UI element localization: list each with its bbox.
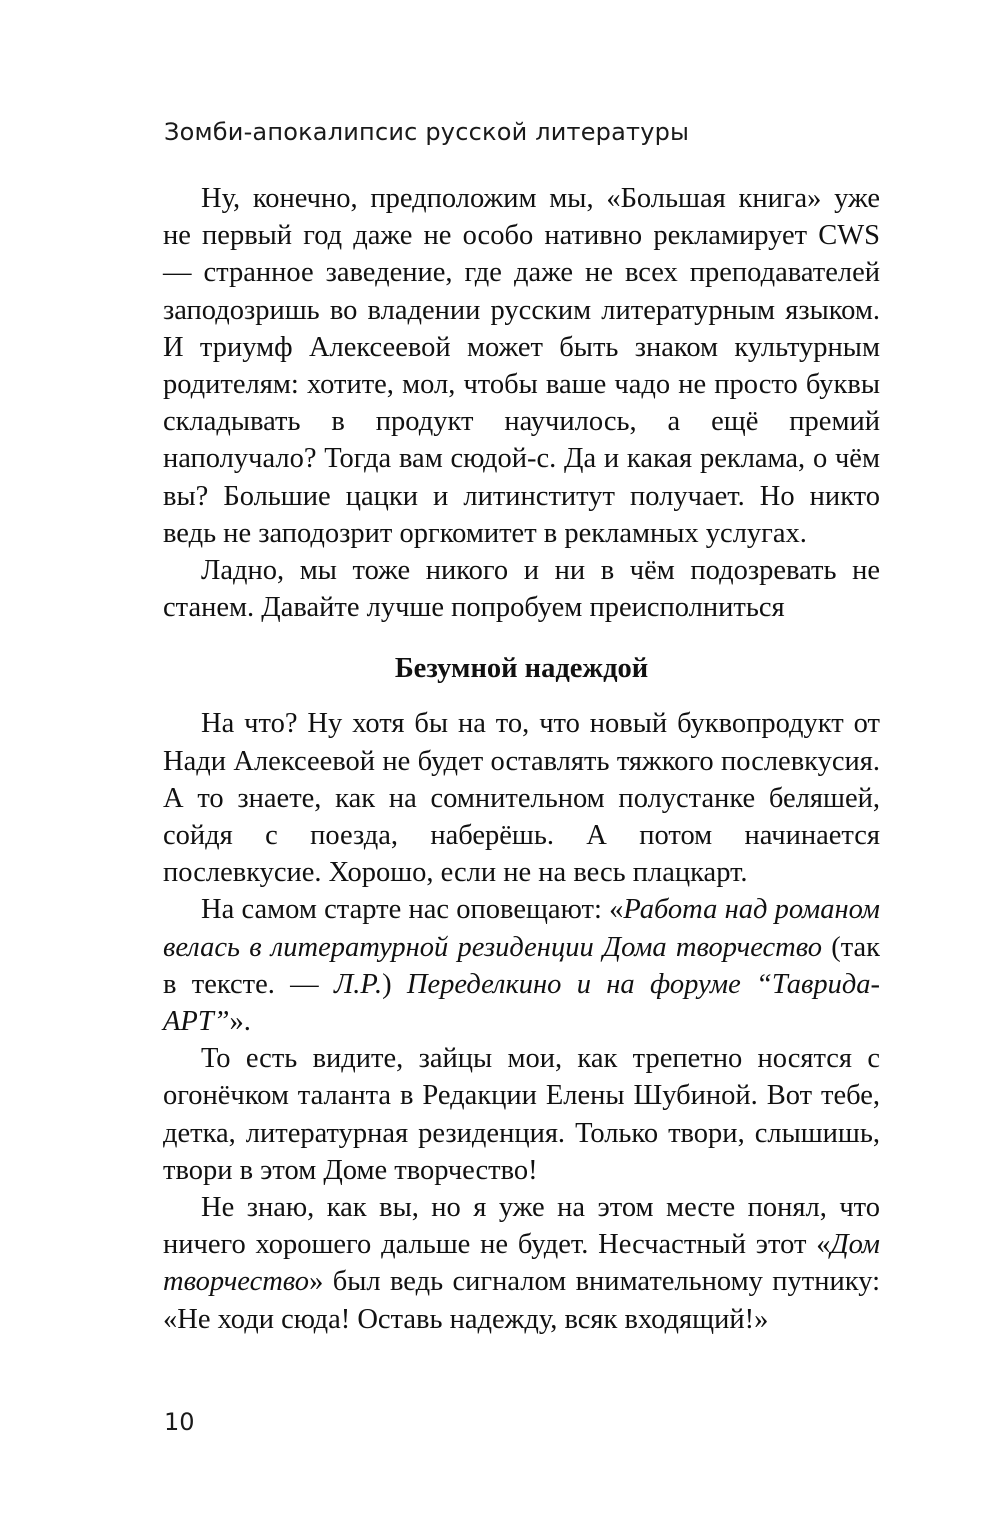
p4-lead: На самом старте нас оповещают: « [201,894,624,926]
paragraph-1: Ну, конечно, предположим мы, «Большая книга» уже не первый год даже не особо нативно рекламирует CWS — странное заведение, где даже не всех преподавателей заподозришь во владении русским литературным языком. И триумф Алексеевой может быть знаком культурным родителям: хотите, мол, чтобы ваше чадо не просто буквы складывать в продукт научилось, а ещё премий наполучало? Тогда вам сюдой-с. Да и какая реклама, о чём вы? Большие цацки и литинститут получает. Но никто ведь не заподозрит оргкомитет в рекламных услугах. [163,183,880,549]
paragraph-3: На что? Ну хотя бы на то, что новый буквопродукт от Нади Алексеевой не будет оставлять тяжкого послевкусия. А то знаете, как на сомнительном полустанке беляшей, сойдя с поезда, наберёшь. А потом начинается послевкусие. Хорошо, если не на весь плацкарт. [163,708,880,889]
paragraph-4 [163,891,880,1040]
paragraph-2: Ладно, мы тоже никого и ни в чём подозревать не станем. Давайте лучше попробуем преисполниться [163,555,880,624]
p4-tail: ». [229,1006,251,1038]
p4-quote-1: Работа над романом велась в литературной резиденции Дома творчество [163,894,880,963]
p4-quote-2: Переделкино и на форуме “Таврида-АРТ” [163,968,880,1038]
page-number: 10 [164,1408,195,1436]
p6-tail: » был ведь сигналом внимательному путнику: «Не ходи сюда! Оставь надежду, всяк входящий!» [163,1266,880,1335]
p4-aside: (так в тексте. — [163,931,881,1000]
p4-aside-close: ) [382,968,407,1000]
body-text [163,180,880,1338]
paragraph-5: То есть видите, зайцы мои, как трепетно носятся с огонёчком таланта в Редакции Елены Шубиной. Вот тебе, детка, литературная резиденция. Только твори, слышишь, твори в этом Доме творчество! [163,1043,880,1186]
p4-author-initials: Л.Р. [334,968,383,1000]
paragraph-6 [163,1189,880,1338]
section-heading: Безумной надеждой [394,653,649,685]
running-header: Зомби-апокалипсис русской литературы [164,118,690,146]
p6-italic: Дом творчество [163,1229,880,1298]
p6-lead: Не знаю, как вы, но я уже на этом месте понял, что ничего хорошего дальше не будет. Несчастный этот « [163,1192,880,1261]
